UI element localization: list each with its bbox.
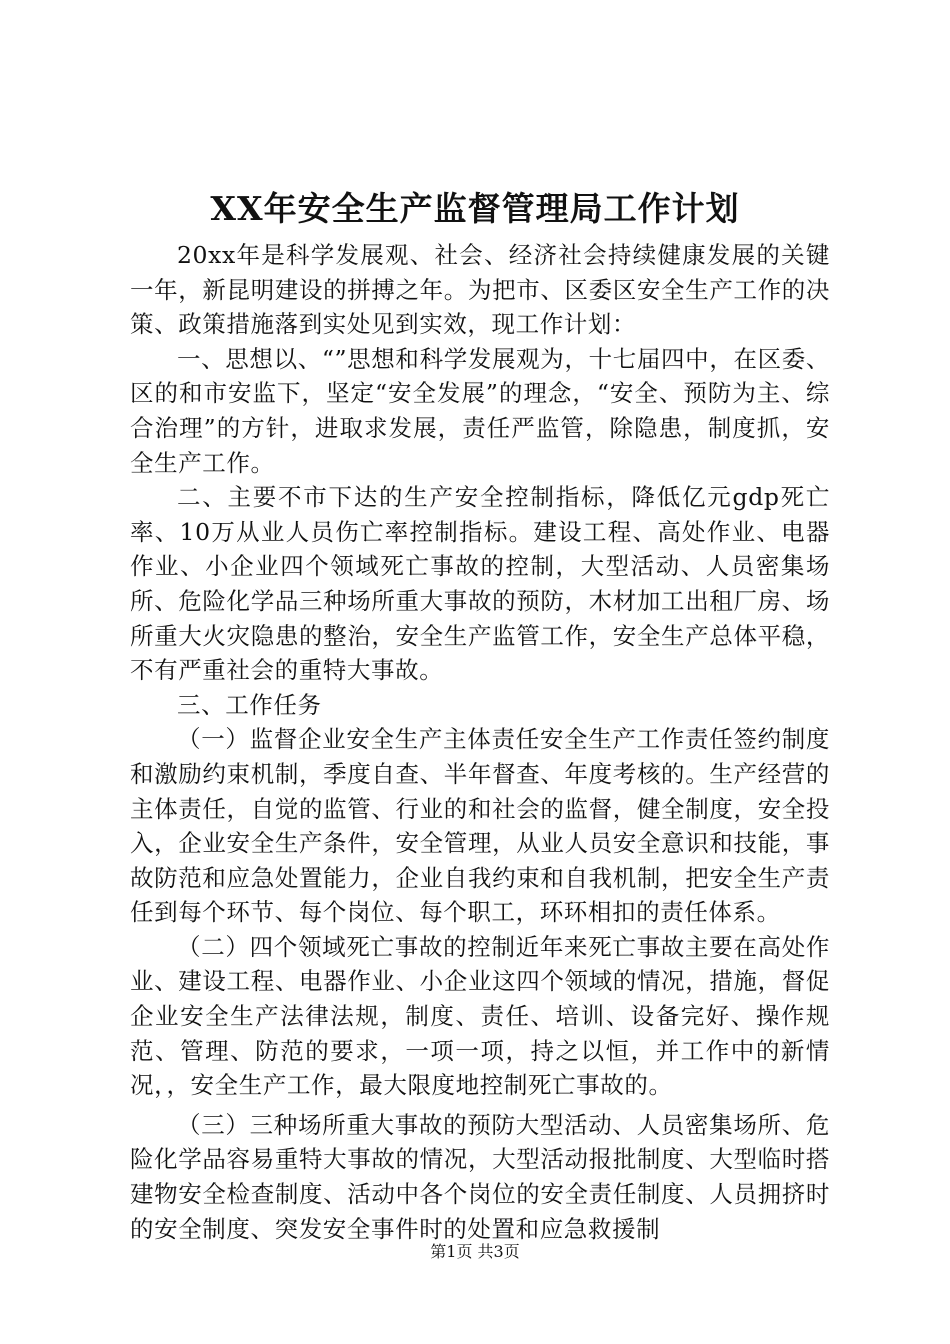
paragraph-intro: 20xx年是科学发展观、社会、经济社会持续健康发展的关键一年，新昆明建设的拼搏之年。为把市、区委区安全生产工作的决策、政策措施落到实处见到实效，现工作计划： — [130, 241, 830, 339]
paragraph-section-1: 一、思想以、“”思想和科学发展观为，十七届四中，在区委、区的和市安监下，坚定“安全发展”的理念，“安全、预防为主、综合治理”的方针，进取求发展，责任严监管，除隐患，制度抓，安全生产工作。 — [130, 344, 830, 477]
document-body — [130, 238, 830, 1246]
paragraph-task-1: （一）监督企业安全生产主体责任安全生产工作责任签约制度和激励约束机制，季度自查、半年督查、年度考核的。生产经营的主体责任，自觉的监管、行业的和社会的监督，健全制度，安全投入，企业安全生产条件，安全管理，从业人员安全意识和技能，事故防范和应急处置能力，企业自我约束和自我机制，把安全生产责任到每个环节、每个岗位、每个职工，环环相扣的责任体系。 — [130, 725, 830, 927]
paragraph-task-3: （三）三种场所重大事故的预防大型活动、人员密集场所、危险化学品容易重特大事故的情况，大型活动报批制度、大型临时搭建物安全检查制度、活动中各个岗位的安全责任制度、人员拥挤时的安全制度、突发安全事件时的处置和应急救援制 — [130, 1110, 830, 1243]
document-title: XX年安全生产监督管理局工作计划 — [210, 189, 740, 228]
paragraph-section-2: 二、主要不市下达的生产安全控制指标，降低亿元gdp死亡率、10万从业人员伤亡率控制指标。建设工程、高处作业、电器作业、小企业四个领域死亡事故的控制，大型活动、人员密集场所、危险化学品三种场所重大事故的预防，木材加工出租厂房、场所重大火灾隐患的整治，安全生产监管工作，安全生产总体平稳，不有严重社会的重特大事故。 — [130, 483, 830, 685]
paragraph-section-3-heading: 三、工作任务 — [177, 690, 322, 719]
page-footer: 第1页 共3页 — [430, 1242, 520, 1261]
paragraph-task-2: （二）四个领域死亡事故的控制近年来死亡事故主要在高处作业、建设工程、电器作业、小企业这四个领域的情况，措施，督促企业安全生产法律法规，制度、责任、培训、设备完好、操作规范、管理、防范的要求，一项一项，持之以恒，并工作中的新情况，，安全生产工作，最大限度地控制死亡事故的。 — [130, 932, 830, 1100]
